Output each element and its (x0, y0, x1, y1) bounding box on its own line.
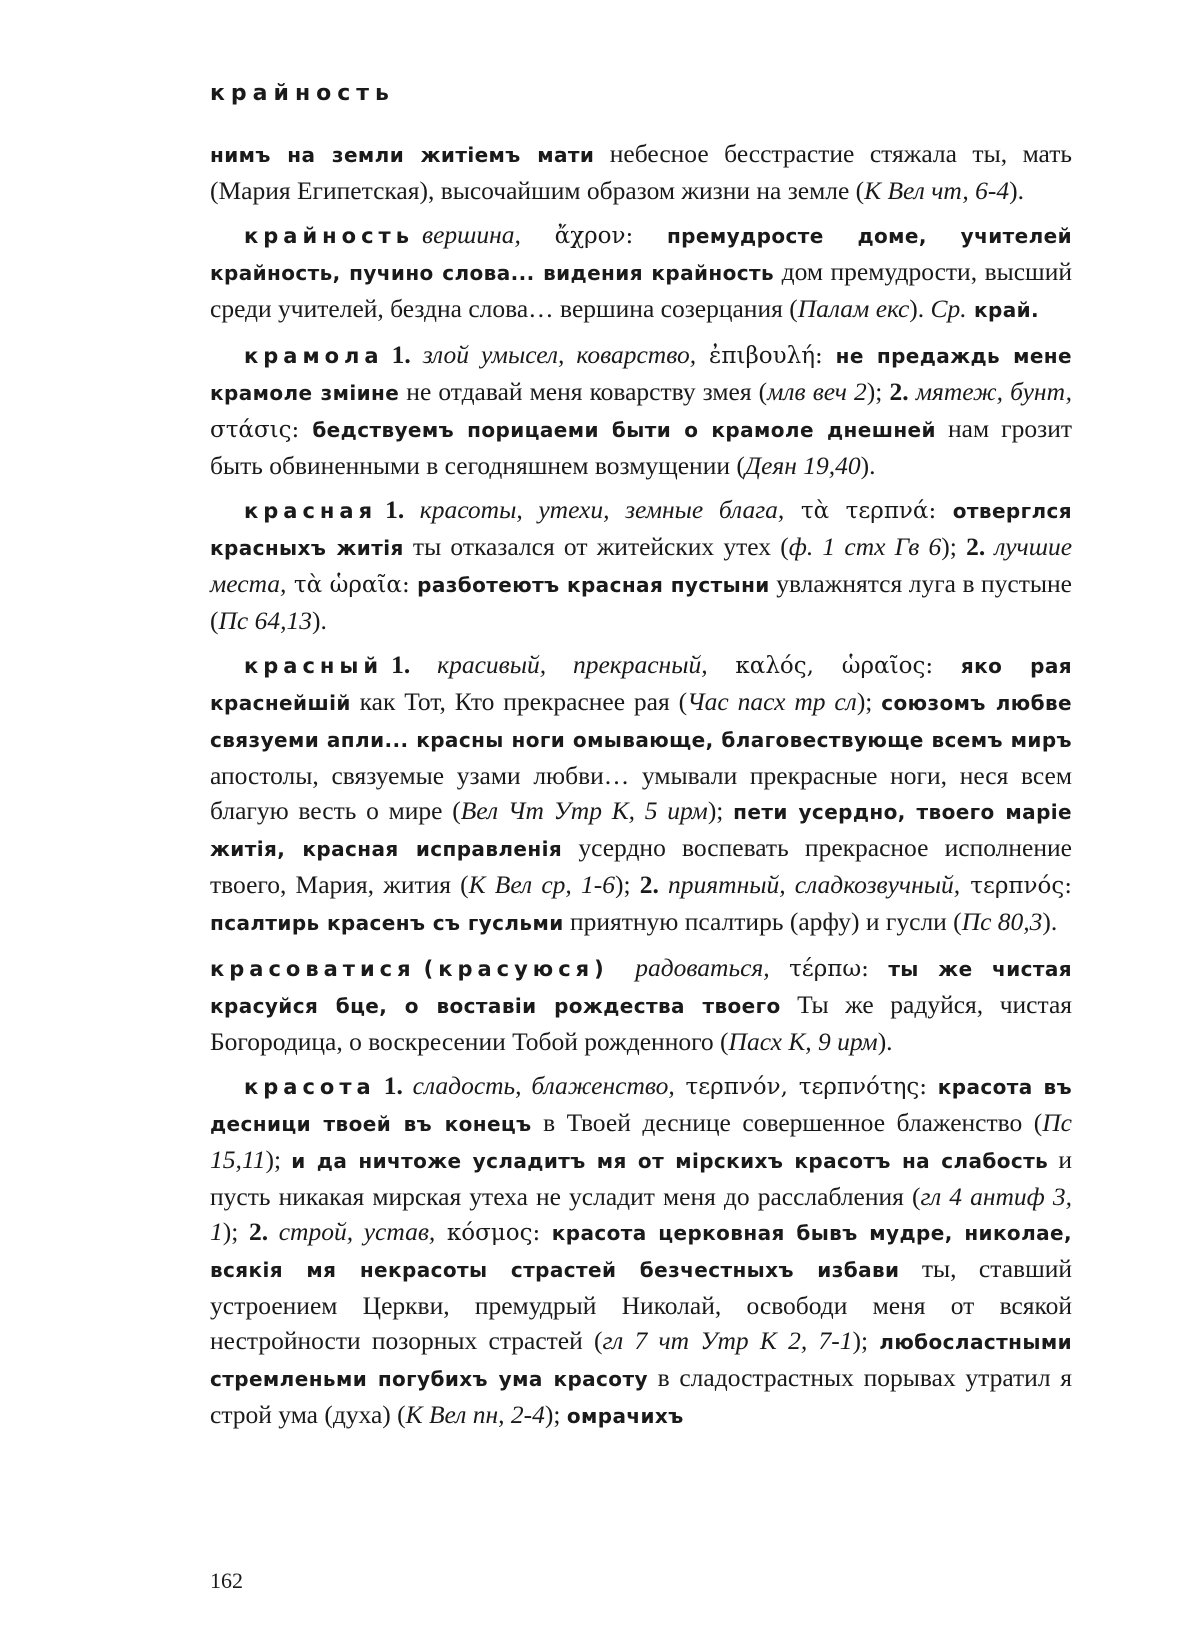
translation-text: небесное бесстрастие стяжала ты, мать (Мария Египетская), высочайшим образом жизни на земле ( (210, 139, 1072, 205)
punctuation: ); (222, 1217, 249, 1246)
punctuation: ); (707, 796, 734, 825)
source-reference: К Вел ср, 1-6 (468, 870, 615, 899)
headword: красная (244, 499, 378, 523)
translation-text: Ты же радуйся, чистая Богородица, о воскресении Тобой рожденного ( (210, 990, 1072, 1056)
gloss: лучшие места, (210, 532, 1073, 598)
greek-equivalent: ἄχρον: (520, 223, 667, 249)
slavonic-quote: отверглся красныхъ житiя (210, 499, 1073, 560)
greek-equivalent: ἐπιβουλή: (696, 343, 836, 369)
punctuation: ). (311, 606, 327, 635)
sense-number: 1. (385, 495, 405, 524)
greek-equivalent: καλός, ὡραῖος: (707, 653, 961, 679)
headword: красота (244, 1075, 376, 1099)
headword: красный (244, 654, 384, 678)
source-reference: К Вел чт, 6-4 (864, 176, 1010, 205)
source-reference: Вел Чт Утр К, 5 ирм (460, 796, 708, 825)
slavonic-quote: нимъ на земли житiемъ мати (210, 143, 595, 167)
headword: крайность (244, 224, 415, 248)
translation-text: апостолы, связуемые узами любви… умывали прекрасные ноги, неся всем благую весть о мире ( (210, 761, 1072, 825)
source-reference: Палам екс (797, 294, 910, 323)
gloss: приятный, сладкозвучный, (658, 870, 961, 899)
source-reference: Деян 19,40 (744, 451, 861, 480)
slavonic-quote: бедствуемъ порицаеми быти о крамоле днешней (312, 418, 936, 442)
slavonic-quote: не предаждь мене крамоле змiине (210, 344, 1072, 405)
translation-text: в Твоей деснице совершенное блаженство ( (531, 1108, 1043, 1137)
translation-text: нам грозит быть обвиненными в сегодняшнем возмущении ( (210, 414, 1072, 480)
punctuation: ); (544, 1400, 567, 1429)
greek-equivalent: τὰ τερπνά: (784, 498, 953, 524)
punctuation: ). (1009, 176, 1025, 205)
punctuation: ). (909, 294, 931, 323)
punctuation: ); (941, 532, 967, 561)
entry-krainost (210, 217, 1072, 328)
headword-variant: (красуюся) (423, 957, 609, 981)
slavonic-quote: омрачихъ (566, 1404, 684, 1428)
greek-equivalent: κόσμος: (435, 1220, 552, 1246)
sense-number: 1. (383, 1071, 403, 1100)
slavonic-quote: ты же чистая красуйся бце, о воставiи рождества твоего (210, 957, 1072, 1018)
source-reference: Час пасх тр сл (687, 687, 857, 716)
source-reference: Пс 64,13 (218, 606, 312, 635)
translation-text: ты отказался от житейских утех ( (403, 532, 789, 561)
greek-equivalent: τὰ ὡραῖα: (286, 572, 418, 598)
punctuation: ). (1042, 907, 1058, 936)
entries-column (210, 136, 1072, 1443)
cross-reference-label: Ср. (930, 294, 967, 323)
slavonic-quote: красота церковная бывъ мудре, николае, всякiя мя некрасоты страстей безчестныхъ избави (210, 1221, 1072, 1282)
continuation-paragraph (210, 136, 1072, 208)
source-reference: К Вел пн, 2-4 (405, 1400, 545, 1429)
source-reference: ф. 1 стх Гв 6 (788, 532, 942, 561)
greek-equivalent: τερπνός: (960, 873, 1072, 899)
translation-text: дом премудрости, высший среди учителей, бездна слова… вершина созерцания ( (210, 257, 1072, 323)
entry-krasovatisya (210, 950, 1072, 1059)
translation-text: приятную псалтирь (арфу) и гусли ( (563, 907, 962, 936)
slavonic-quote: союзомъ любве связуеми апли... красны ноги омывающе, благовествующе всемъ миръ (210, 691, 1073, 752)
punctuation: ). (860, 451, 876, 480)
running-head: крайность (210, 81, 395, 106)
gloss: радоваться, (616, 953, 770, 982)
source-reference: Пс 15,11 (210, 1108, 1072, 1174)
slavonic-quote: любосластными стремленьми погубихъ ума красоту (210, 1330, 1072, 1391)
entry-krasny (210, 647, 1072, 941)
gloss: мятеж, бунт, (908, 377, 1072, 406)
translation-text: усердно воспевать прекрасное исполнение твоего, Мария, жития ( (210, 833, 1072, 899)
translation-text: не отдавай меня коварству змея ( (399, 377, 768, 406)
sense-number: 1. (391, 340, 411, 369)
slavonic-quote: красота въ десници твоей въ конецъ (210, 1075, 1073, 1136)
source-reference: Пс 80,3 (961, 907, 1043, 936)
punctuation: ). (877, 1027, 893, 1056)
slavonic-quote: и да ничтоже усладитъ мя от мiрскихъ красотъ на слабость (291, 1149, 1049, 1173)
source-reference: Пасх К, 9 ирм (728, 1027, 878, 1056)
slavonic-quote: премудросте доме, учителей крайность, пучино слова... видения крайность (210, 224, 1072, 285)
gloss: сладость, блаженство, (402, 1071, 675, 1100)
greek-equivalent: στάσις: (210, 417, 313, 443)
page-number: 162 (210, 1568, 243, 1593)
slavonic-quote: разботеютъ красная пустыни (417, 573, 770, 597)
cross-reference-word: край. (966, 298, 1040, 322)
punctuation: ); (614, 870, 640, 899)
entry-krasota (210, 1068, 1072, 1434)
punctuation: ); (852, 1326, 880, 1355)
source-reference: млв веч 2 (767, 377, 867, 406)
translation-text: увлажнятся луга в пустыне ( (210, 569, 1072, 635)
gloss: строй, устав, (268, 1217, 436, 1246)
sense-number: 1. (391, 650, 411, 679)
gloss: злой умысел, коварство, (410, 340, 697, 369)
gloss: красивый, прекрасный, (410, 650, 708, 679)
translation-text: и пусть никакая мирская утеха не усладит меня до расслабления ( (210, 1145, 1073, 1211)
greek-equivalent: τερπνόν, τερπνότης: (674, 1074, 938, 1100)
slavonic-quote: пети усердно, твоего марiе житiя, красная исправленiя (210, 800, 1073, 861)
punctuation: ); (866, 377, 890, 406)
translation-text: как Тот, Кто прекраснее рая ( (350, 687, 688, 716)
translation-text: в сладострастных порывах утратил я строй ума (духа) ( (210, 1363, 1072, 1429)
slavonic-quote: псалтирь красенъ съ гусльми (210, 911, 564, 935)
headword: красоватися (210, 957, 416, 981)
source-reference: гл 4 антиф 3, 1 (210, 1182, 1072, 1246)
punctuation: ); (265, 1145, 292, 1174)
sense-number: 2. (889, 377, 909, 406)
gloss: красоты, утехи, земные блага, (404, 495, 785, 524)
source-reference: гл 7 чт Утр К 2, 7-1 (602, 1326, 853, 1355)
gloss: вершина, (422, 220, 521, 249)
sense-number: 2. (639, 870, 659, 899)
entry-kramola (210, 337, 1072, 483)
sense-number: 2. (248, 1217, 269, 1246)
sense-number: 2. (966, 532, 986, 561)
slavonic-quote: яко рая краснейшiй (210, 654, 1073, 715)
greek-equivalent: τέρπω: (769, 956, 889, 982)
translation-text: ты, ставший устроением Церкви, премудрый Николай, освободи меня от всякой нестройности позорных страстей ( (210, 1254, 1072, 1355)
punctuation: ); (856, 687, 882, 716)
headword: крамола (244, 344, 384, 368)
entry-krasnaya (210, 492, 1072, 638)
